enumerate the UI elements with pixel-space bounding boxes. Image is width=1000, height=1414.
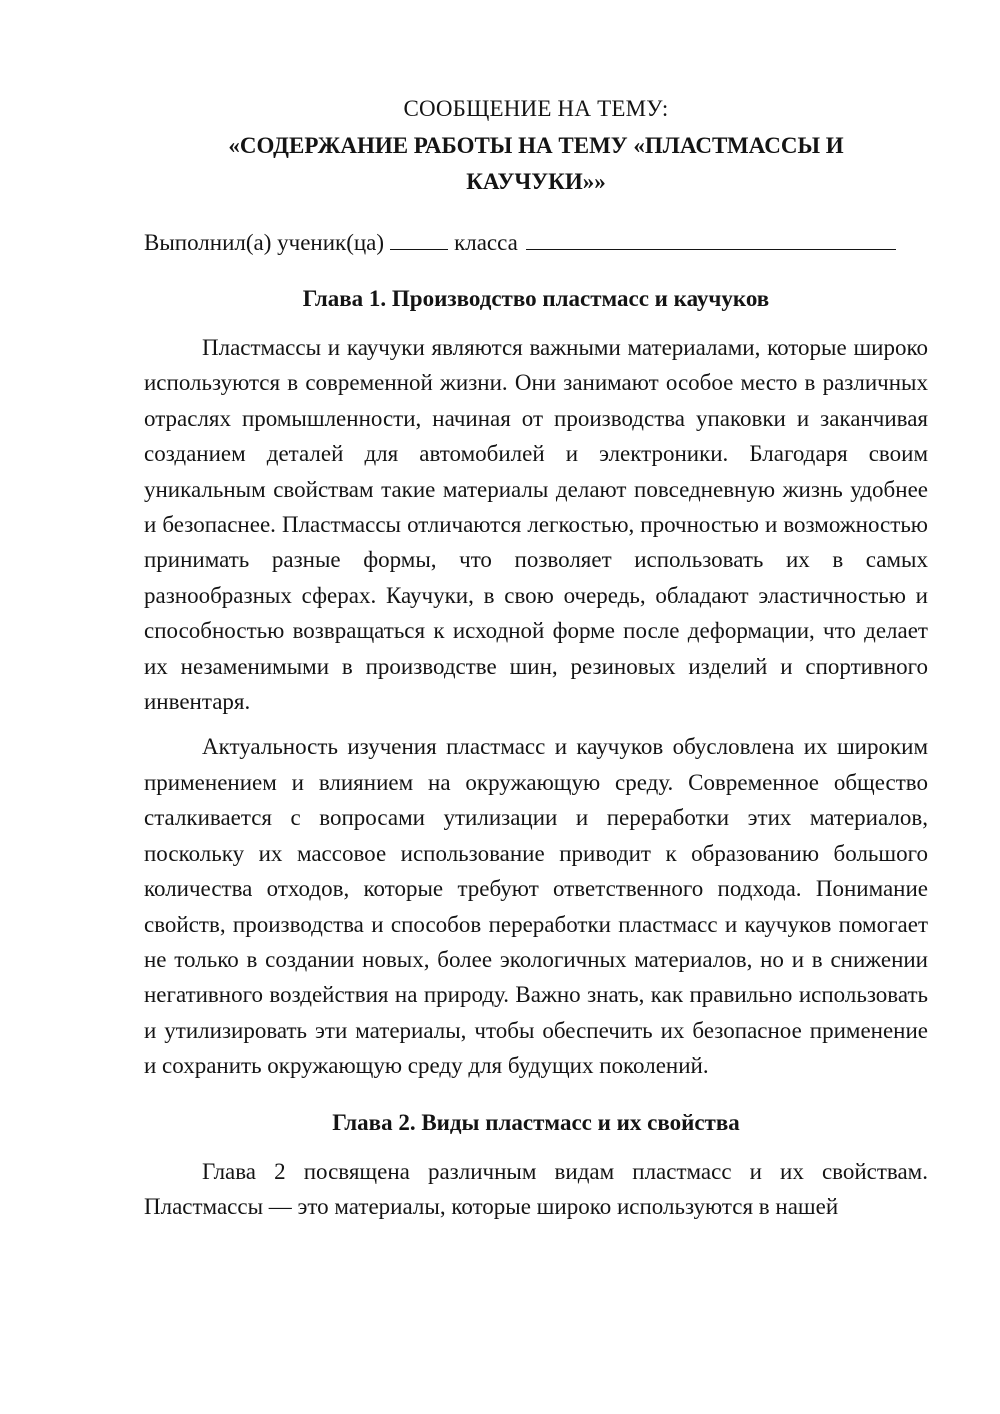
document-subtitle: СООБЩЕНИЕ НА ТЕМУ: [403, 96, 669, 121]
signature-line [144, 226, 928, 260]
name-blank-field [526, 231, 896, 250]
document-title: «СОДЕРЖАНИЕ РАБОТЫ НА ТЕМУ «ПЛАСТМАССЫ И КАУЧУКИ»» [228, 133, 844, 194]
chapter-2-heading: Глава 2. Виды пластмасс и их свойства [332, 1109, 740, 1135]
chapter-2-paragraph-1: Глава 2 посвящена различным видам пластмасс и их свойствам. Пластмассы — это материалы, которые широко используются в нашей [144, 1158, 928, 1219]
chapter-1-heading: Глава 1. Производство пластмасс и каучуков [302, 286, 770, 311]
class-blank-field [390, 231, 448, 250]
document-page [144, 92, 928, 1234]
signature-prefix: Выполнил(а) ученик(ца) [144, 230, 385, 255]
signature-class-label: класса [454, 230, 518, 255]
chapter-1-paragraph-2: Актуальность изучения пластмасс и каучуков обусловлена их широким применением и влиянием на окружающую среду. Современное общество сталкивается с вопросами утилизации и переработки этих материалов, поскольку их массовое использование приводит к образованию большого количества отходов, которые требуют ответственного подхода. Понимание свойств, производства и способов переработки пластмасс и каучуков помогает не только в создании новых, более экологичных материалов, но и в снижении негативного воздействия на природу. Важно знать, как правильно использовать и утилизировать эти материалы, чтобы обеспечить их безопасное применение и сохранить окружающую среду для будущих поколений. [144, 734, 928, 1079]
chapter-1-paragraph-1: Пластмассы и каучуки являются важными материалами, которые широко используются в современной жизни. Они занимают особое место в различных отраслях промышленности, начиная от производства упаковки и заканчивая созданием деталей для автомобилей и электроники. Благодаря своим уникальным свойствам такие материалы делают повседневную жизнь удобнее и безопаснее. Пластмассы отличаются легкостью, прочностью и возможностью принимать разные формы, что позволяет использовать их в самых разнообразных сферах. Каучуки, в свою очередь, обладают эластичностью и способностью возвращаться к исходной форме после деформации, что делает их незаменимыми в производстве шин, резиновых изделий и спортивного инвентаря. [144, 335, 928, 715]
